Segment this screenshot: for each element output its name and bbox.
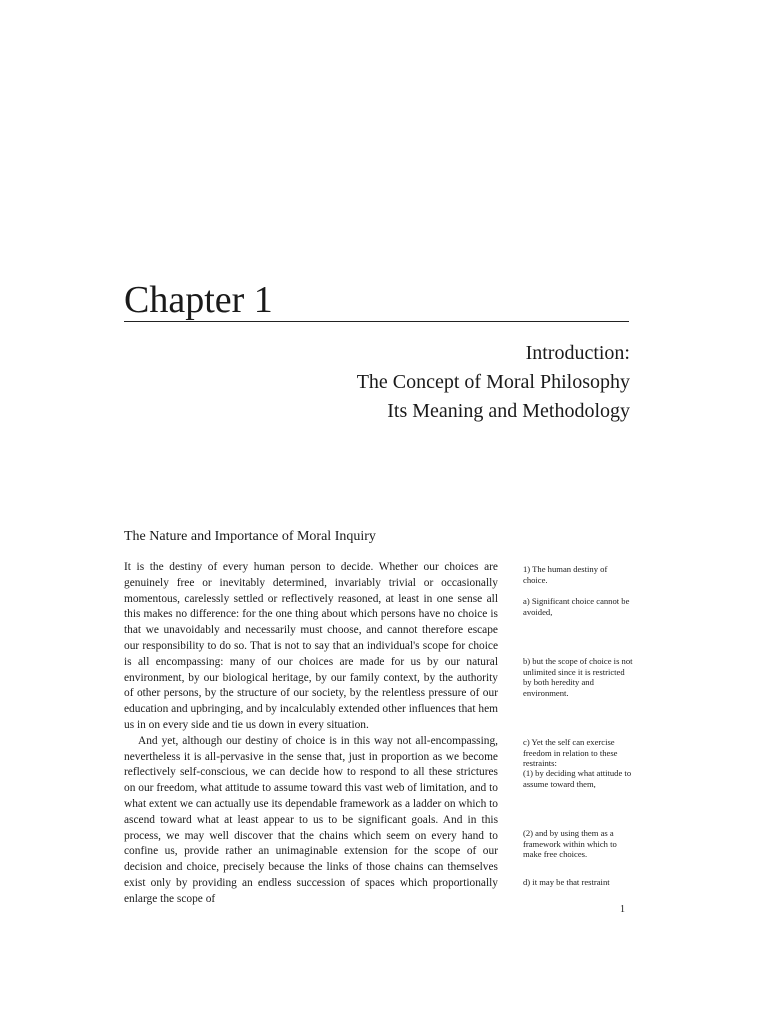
margin-note-d: d) it may be that restraint xyxy=(523,877,610,887)
body-paragraph-2: And yet, although our destiny of choice is in this way not all-encompassing, nevertheless it is all-pervasive in the sense that, just in proportion as we become reflectively self-conscious, we can decide how to respond to all these strictures on our freedom, what attitude to assume toward this vast web of limitation, and to what extent we can actually use its dependable framework as a ladder on which to ascend toward what at least appear to us to be significant goals. And in this process, we may well discover that the chains which seem on every hand to confine us, provide rather an unimaginable extension for the scope of our decision and choice, precisely because the links of those chains can themselves exist only by providing an endless succession of spaces which proportionally enlarge the scope of xyxy=(124,734,498,905)
margin-note-c2: (2) and by using them as a framework within which to make free choices. xyxy=(523,828,617,860)
chapter-title-rule xyxy=(124,321,629,322)
subtitle-line-3: Its Meaning and Methodology xyxy=(387,400,630,422)
section-heading: The Nature and Importance of Moral Inquiry xyxy=(124,529,376,544)
page-number: 1 xyxy=(620,904,625,915)
margin-note-b: b) but the scope of choice is not unlimited since it is restricted by both heredity and environment. xyxy=(523,656,633,698)
body-text xyxy=(124,560,498,908)
margin-note-a: a) Significant choice cannot be avoided, xyxy=(523,596,630,617)
subtitle-line-1: Introduction: xyxy=(525,342,630,364)
chapter-title: Chapter 1 xyxy=(124,279,273,321)
margin-note-c: c) Yet the self can exercise freedom in relation to these restraints: xyxy=(523,737,618,769)
subtitle-line-2: The Concept of Moral Philosophy xyxy=(356,371,630,393)
margin-note-c1: (1) by deciding what attitude to assume toward them, xyxy=(523,768,632,789)
margin-note-1: 1) The human destiny of choice. xyxy=(523,564,608,585)
body-paragraph-1: It is the destiny of every human person to decide. Whether our choices are genuinely free or inevitably determined, invariably trivial or occasionally momentous, carelessly settled or reflectively reasoned, at least in one sense all this makes no difference: for the one thing about which persons have no choice is that we unavoidably and necessarily must choose, and cannot therefore escape our responsibility to do so. That is not to say that an individual's scope for choice is all encompassing: many of our choices are made for us by our natural environment, by our biological heritage, by our family context, by the authority of other persons, by the structure of our society, by the relentless pressure of our education and upbringing, and by incalculably extended other influences that hem us in on every side and tie us down in every situation. xyxy=(124,561,498,731)
chapter-subtitle xyxy=(357,339,630,426)
